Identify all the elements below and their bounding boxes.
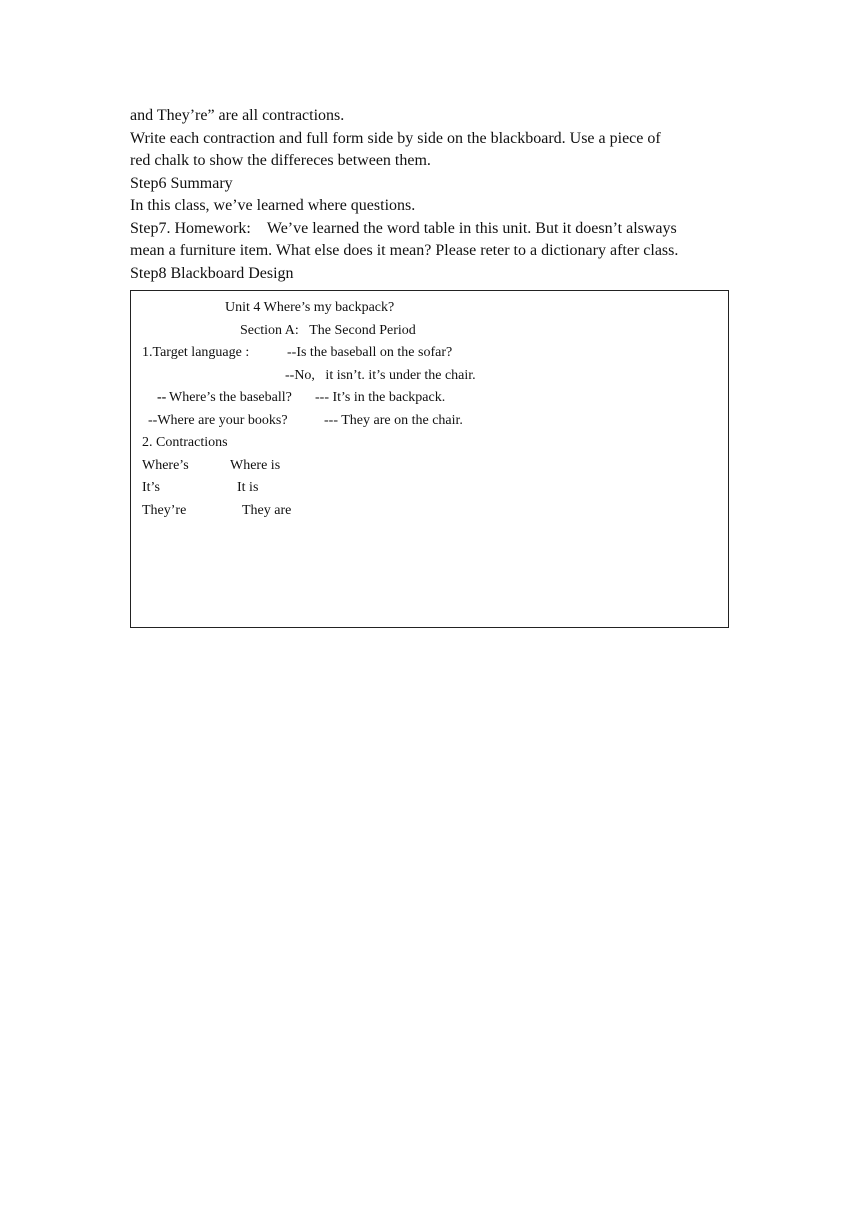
blackboard-design-box [130, 290, 729, 628]
target-language-label: 1.Target language : [142, 345, 250, 360]
text-line-homework-cont: mean a furniture item. What else does it mean? Please reter to a dictionary after class. [130, 242, 679, 259]
board-subtitle: Section A: The Second Period [240, 323, 416, 338]
contraction-full: It is [237, 480, 259, 495]
contractions-label: 2. Contractions [142, 435, 228, 450]
question-1: --Is the baseball on the sofar? [287, 345, 453, 360]
contraction-full: They are [242, 503, 292, 518]
step8-heading: Step8 Blackboard Design [130, 264, 294, 282]
answer-2: --- It’s in the backpack. [315, 390, 446, 405]
contraction-full: Where is [230, 458, 281, 473]
step7-homework: Step7. Homework: We’ve learned the word table in this unit. But it doesn’t alsways [130, 219, 677, 237]
question-3: --Where are your books? [148, 413, 288, 428]
question-2: Where’s the baseball? [169, 390, 292, 405]
board-title: Unit 4 Where’s my backpack? [225, 300, 395, 315]
contraction-short: Where’s [142, 458, 189, 473]
text-line-red-chalk: red chalk to show the differeces between them. [130, 152, 431, 169]
answer-3: --- They are on the chair. [324, 413, 463, 428]
text-line-contractions: and They’re” are all contractions. [130, 107, 345, 124]
step6-heading: Step6 Summary [130, 174, 233, 192]
contraction-short: They’re [142, 503, 187, 518]
text-line-write-contraction: Write each contraction and full form side by side on the blackboard. Use a piece of [130, 129, 661, 147]
text-line-summary: In this class, we’ve learned where questions. [130, 197, 416, 214]
contraction-short: It’s [142, 480, 160, 495]
question-2-dash: -- [157, 390, 167, 405]
answer-1: --No, it isn’t. it’s under the chair. [285, 368, 476, 383]
